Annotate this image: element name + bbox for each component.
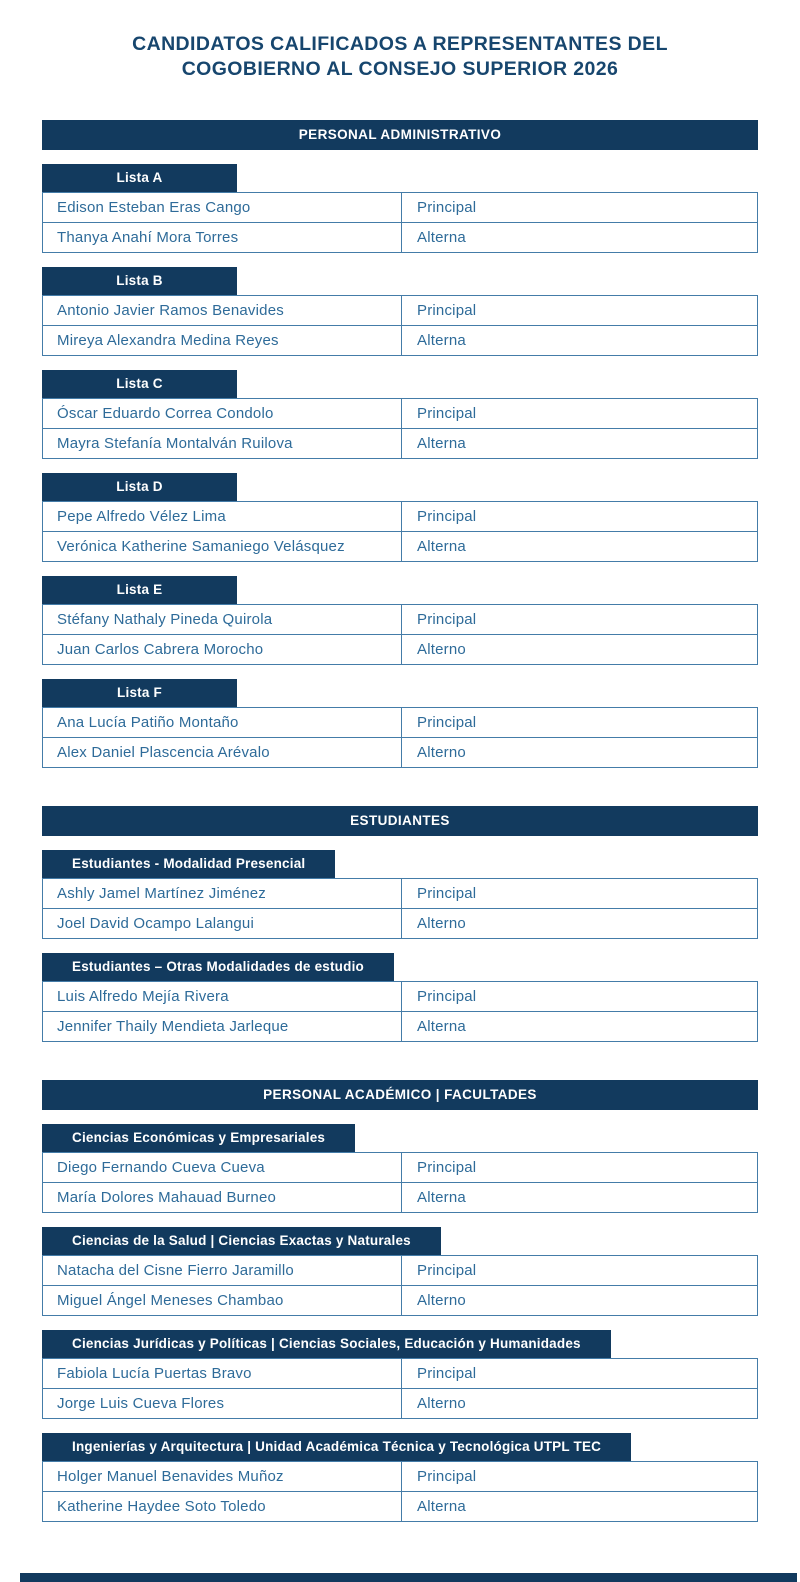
candidate-row (42, 1491, 758, 1522)
group-rows (42, 192, 758, 253)
candidate-row (42, 428, 758, 459)
candidate-group (42, 1330, 758, 1419)
group-tab: Lista E (42, 576, 237, 604)
candidate-row (42, 707, 758, 738)
candidate-row (42, 1182, 758, 1213)
sections-container (42, 120, 758, 1522)
page-title (80, 32, 720, 82)
candidate-row (42, 398, 758, 429)
candidate-name: Edison Esteban Eras Cango (57, 198, 251, 216)
candidate-row (42, 295, 758, 326)
page-title-line1: CANDIDATOS CALIFICADOS A REPRESENTANTES DEL (132, 33, 668, 55)
candidate-name: Óscar Eduardo Correa Condolo (57, 404, 274, 422)
candidate-group (42, 953, 758, 1042)
candidate-name: Ashly Jamel Martínez Jiménez (57, 884, 267, 902)
group-tab: Estudiantes – Otras Modalidades de estudio (42, 953, 394, 981)
candidate-name: Miguel Ángel Meneses Chambao (57, 1291, 284, 1309)
candidate-role: Alterno (401, 738, 757, 767)
group-rows (42, 501, 758, 562)
candidate-role: Principal (401, 193, 757, 222)
candidate-row (42, 531, 758, 562)
candidate-group (42, 1124, 758, 1213)
candidate-name: María Dolores Mahauad Burneo (57, 1188, 277, 1206)
candidate-name: Antonio Javier Ramos Benavides (57, 301, 284, 319)
candidate-role: Alterna (401, 429, 757, 458)
candidate-name: Diego Fernando Cueva Cueva (57, 1158, 265, 1176)
candidate-role: Alterna (401, 532, 757, 561)
candidate-group (42, 1227, 758, 1316)
group-tab: Estudiantes - Modalidad Presencial (42, 850, 335, 878)
candidate-name: Jennifer Thaily Mendieta Jarleque (57, 1017, 289, 1035)
group-tab: Lista A (42, 164, 237, 192)
candidate-row (42, 192, 758, 223)
candidate-row (42, 981, 758, 1012)
candidate-role: Alterna (401, 326, 757, 355)
candidate-role: Alterna (401, 1183, 757, 1212)
candidate-name: Katherine Haydee Soto Toledo (57, 1497, 266, 1515)
group-rows (42, 707, 758, 768)
candidate-row (42, 908, 758, 939)
candidate-group (42, 1433, 758, 1522)
candidate-name: Natacha del Cisne Fierro Jaramillo (57, 1261, 294, 1279)
candidate-name: Juan Carlos Cabrera Morocho (57, 640, 264, 658)
group-tab: Ciencias Jurídicas y Políticas | Ciencias Sociales, Educación y Humanidades (42, 1330, 611, 1358)
candidate-row (42, 737, 758, 768)
candidate-name: Jorge Luis Cueva Flores (57, 1394, 225, 1412)
group-rows (42, 1255, 758, 1316)
candidate-name: Luis Alfredo Mejía Rivera (57, 987, 229, 1005)
candidate-role: Alterno (401, 635, 757, 664)
group-tab: Lista F (42, 679, 237, 707)
candidate-role: Principal (401, 1359, 757, 1388)
group-rows (42, 981, 758, 1042)
group-rows (42, 398, 758, 459)
group-rows (42, 878, 758, 939)
candidate-role: Alterno (401, 1286, 757, 1315)
page-title-line2: COGOBIERNO AL CONSEJO SUPERIOR 2026 (181, 57, 619, 80)
group-rows (42, 604, 758, 665)
candidate-name: Mayra Stefanía Montalván Ruilova (57, 434, 293, 452)
page (0, 32, 800, 1582)
candidate-row (42, 604, 758, 635)
candidate-name: Stéfany Nathaly Pineda Quirola (57, 610, 273, 628)
section-1 (42, 120, 758, 768)
group-rows (42, 295, 758, 356)
candidate-role: Principal (401, 879, 757, 908)
candidate-row (42, 634, 758, 665)
candidate-name: Alex Daniel Plascencia Arévalo (57, 743, 270, 761)
candidate-row (42, 1461, 758, 1492)
candidate-role: Principal (401, 708, 757, 737)
candidate-role: Principal (401, 605, 757, 634)
candidate-row (42, 1011, 758, 1042)
group-tab: Ciencias de la Salud | Ciencias Exactas y Naturales (42, 1227, 441, 1255)
candidate-row (42, 1152, 758, 1183)
candidate-row (42, 1358, 758, 1389)
section-2 (42, 806, 758, 1042)
candidate-row (42, 501, 758, 532)
group-tab: Lista D (42, 473, 237, 501)
candidate-row (42, 325, 758, 356)
candidate-row (42, 1285, 758, 1316)
candidate-role: Principal (401, 1462, 757, 1491)
candidate-role: Principal (401, 1153, 757, 1182)
candidate-role: Principal (401, 296, 757, 325)
candidate-role: Principal (401, 502, 757, 531)
section-banner: ESTUDIANTES (42, 806, 758, 836)
candidate-group (42, 473, 758, 562)
candidate-row (42, 1255, 758, 1286)
group-tab: Ciencias Económicas y Empresariales (42, 1124, 355, 1152)
candidate-group (42, 679, 758, 768)
candidate-name: Joel David Ocampo Lalangui (57, 914, 254, 932)
candidate-name: Holger Manuel Benavides Muñoz (57, 1467, 284, 1485)
candidate-role: Principal (401, 982, 757, 1011)
candidate-row (42, 878, 758, 909)
section-banner: PERSONAL ACADÉMICO | FACULTADES (42, 1080, 758, 1110)
group-tab: Lista C (42, 370, 237, 398)
candidate-name: Pepe Alfredo Vélez Lima (57, 507, 226, 525)
candidate-role: Alterna (401, 223, 757, 252)
section-banner: PERSONAL ADMINISTRATIVO (42, 120, 758, 150)
group-tab: Lista B (42, 267, 237, 295)
footer-bar (20, 1573, 797, 1582)
candidate-name: Verónica Katherine Samaniego Velásquez (57, 537, 345, 555)
candidate-row (42, 1388, 758, 1419)
group-rows (42, 1152, 758, 1213)
section-3 (42, 1080, 758, 1522)
candidate-role: Alterna (401, 1492, 757, 1521)
candidate-group (42, 267, 758, 356)
candidate-role: Alterno (401, 1389, 757, 1418)
candidate-row (42, 222, 758, 253)
group-rows (42, 1358, 758, 1419)
candidate-group (42, 850, 758, 939)
candidate-role: Principal (401, 1256, 757, 1285)
candidate-name: Thanya Anahí Mora Torres (57, 228, 239, 246)
group-rows (42, 1461, 758, 1522)
candidate-role: Principal (401, 399, 757, 428)
candidate-role: Alterno (401, 909, 757, 938)
candidate-group (42, 370, 758, 459)
candidate-name: Fabiola Lucía Puertas Bravo (57, 1364, 252, 1382)
candidate-group (42, 164, 758, 253)
candidate-role: Alterna (401, 1012, 757, 1041)
candidate-group (42, 576, 758, 665)
group-tab: Ingenierías y Arquitectura | Unidad Académica Técnica y Tecnológica UTPL TEC (42, 1433, 631, 1461)
candidate-name: Ana Lucía Patiño Montaño (57, 713, 239, 731)
candidate-name: Mireya Alexandra Medina Reyes (57, 331, 279, 349)
